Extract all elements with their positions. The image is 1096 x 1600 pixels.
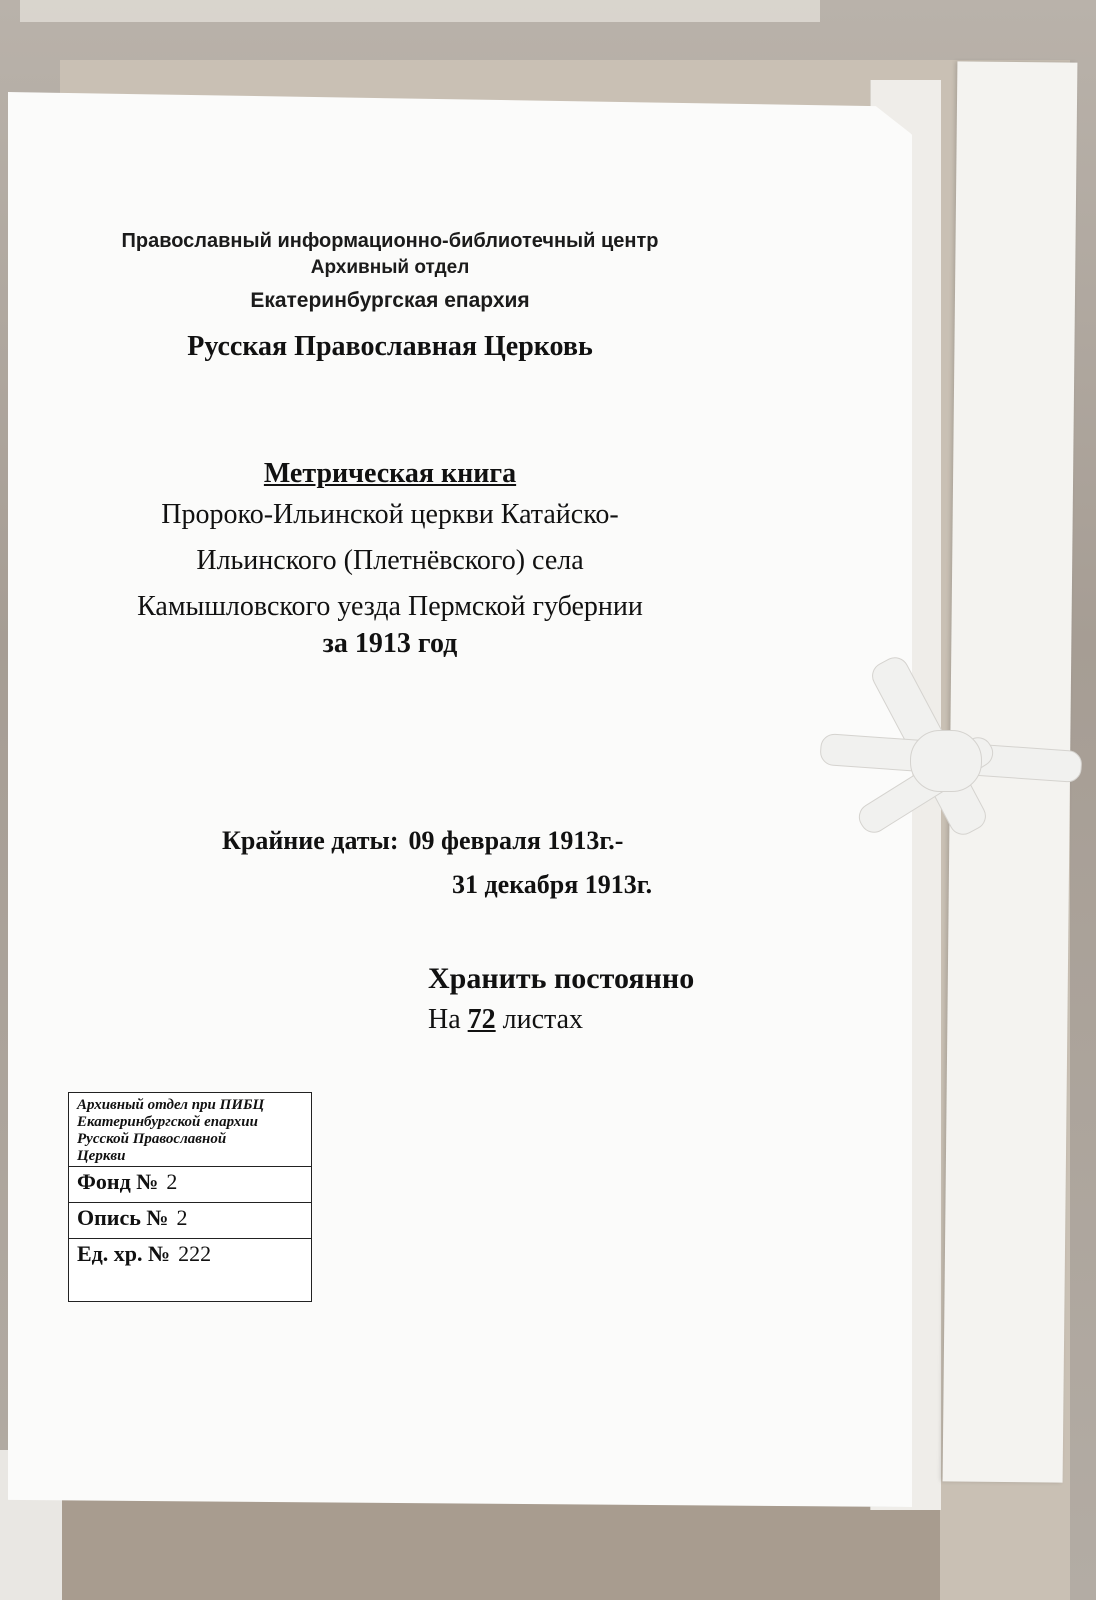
opis-row (69, 1203, 311, 1239)
sheet-count-suffix: листах (502, 1004, 584, 1035)
diocese-name: Екатеринбургская епархия (250, 289, 530, 312)
sheet-count: 72 (467, 1004, 496, 1035)
stamp-header-line: Архивный отдел при ПИБЦ (77, 1097, 265, 1113)
start-date: 09 февраля 1913г.- (408, 826, 624, 855)
description-line: Ильинского (Плетнёвского) села (196, 545, 584, 576)
sheet-count-line (428, 1004, 694, 1036)
department-name: Архивный отдел (310, 257, 470, 278)
archive-stamp (68, 1092, 312, 1302)
stamp-header-line: Русской Православной (77, 1131, 227, 1147)
date-range (222, 826, 653, 899)
retention-info (428, 962, 694, 1036)
opis-label: Опись № (77, 1205, 169, 1230)
church-name: Русская Православная Церковь (187, 331, 593, 362)
description-line: Пророко-Ильинской церкви Катайско- (161, 499, 619, 530)
stamp-header-line: Екатеринбургской епархии (77, 1114, 258, 1130)
storage-unit-label: Ед. хр. № (77, 1241, 171, 1266)
fond-row (69, 1167, 311, 1203)
fond-label: Фонд № (77, 1169, 159, 1194)
stamp-header-line: Церкви (77, 1148, 126, 1164)
stamp-header (69, 1093, 311, 1167)
fond-value: 2 (166, 1169, 178, 1194)
sheet-count-prefix: На (428, 1004, 461, 1035)
end-date: 31 декабря 1913г. (452, 870, 653, 899)
org-name: Православный информационно-библиотечный центр (121, 230, 659, 252)
tie-knot (910, 730, 982, 792)
date-range-label: Крайние даты: (222, 826, 399, 855)
storage-unit-value: 222 (178, 1241, 212, 1266)
document-title-block (30, 458, 750, 660)
description-line: Камышловского уезда Пермской губернии (137, 591, 643, 622)
retention-period: Хранить постоянно (428, 962, 695, 995)
top-paper-strip (20, 0, 820, 22)
document-title: Метрическая книга (263, 458, 517, 489)
year-line: за 1913 год (322, 628, 458, 659)
institution-header (40, 222, 740, 363)
opis-value: 2 (176, 1205, 188, 1230)
storage-unit-row (69, 1239, 311, 1275)
